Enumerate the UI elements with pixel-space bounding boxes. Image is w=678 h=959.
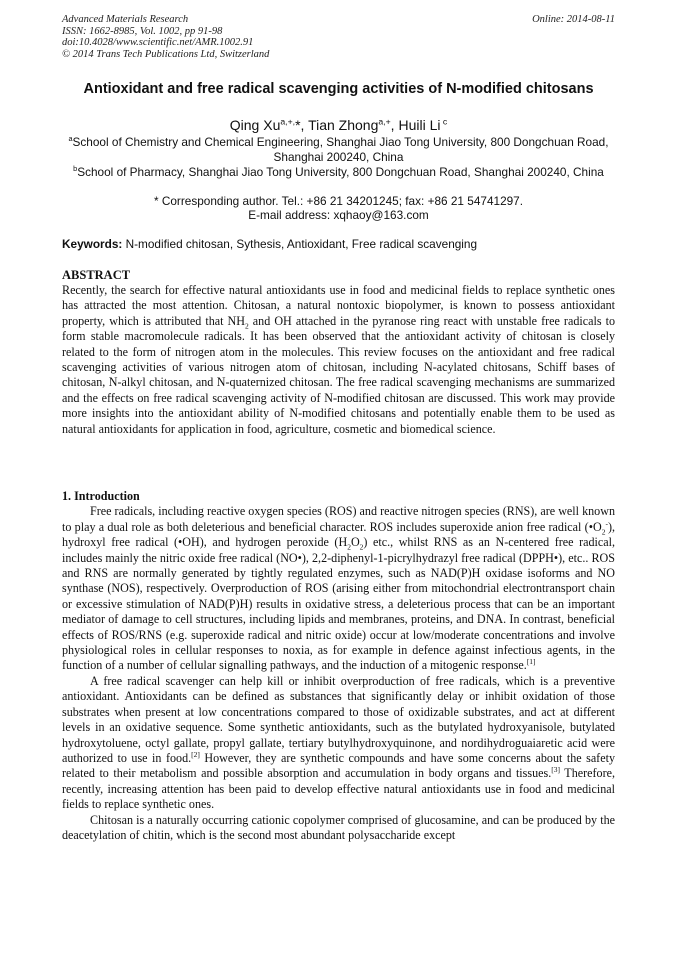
- abstract-text: Recently, the search for effective natural antioxidants use in food and medicinal fields to replace synthetic ones has attracted the most attention. Chitosan, a natural nontoxic biopolymer, is known to possess antioxidant property, which is attributed that NH: [62, 283, 615, 328]
- paragraph-text: Free radicals, including reactive oxygen species (ROS) and reactive nitrogen species (RNS), are well known to play a dual role as both deleterious and beneficial character. ROS includes superoxide anion free radical (•O: [62, 504, 615, 534]
- affil-text: School of Pharmacy, Shanghai Jiao Tong University, 800 Dongchuan Road, Shanghai 200240, China: [77, 165, 604, 179]
- affiliation-a: [62, 135, 615, 165]
- abstract-section: [62, 268, 615, 437]
- intro-paragraph-1: [62, 504, 615, 673]
- paper-title: Antioxidant and free radical scavenging activities of N-modified chitosans: [83, 81, 594, 97]
- subscript: 2: [601, 527, 606, 537]
- citation-ref: [3]: [551, 765, 560, 775]
- intro-paragraph-3: Chitosan is a naturally occurring cationic copolymer comprised of glucosamine, and can be produced by the deacetylation of chitin, which is the second most abundant polysaccharide except: [62, 812, 615, 842]
- keywords: [62, 237, 615, 252]
- affiliation-b: [62, 165, 615, 180]
- paragraph-text: Therefore, recently, increasing attention has been paid to develop effective natural antioxidants use in food and medicinal fields to replace synthetic ones.: [62, 766, 615, 812]
- author-name: Qing Xu: [229, 117, 281, 133]
- subscript: 2: [347, 542, 351, 552]
- doi-line: doi:10.4028/www.scientific.net/AMR.1002.91: [62, 37, 254, 48]
- affil-mark: b: [73, 164, 78, 174]
- author-name: Huili Li: [398, 117, 441, 133]
- paragraph-text: ) etc., whilst RNS as an N-centered free radical, includes mainly the nitric oxide free radical (NO•), 2,2-diphenyl-1-picrylhydrazyl free radical (DPPH•), etc.. ROS and RNS are normally generated by tightly regulated enzymes, such as NAD(P)H oxidase isoforms and NO synthase (NOS), respectively. Overproduction of ROS (arising either from mitochondrial electrontransport chain or excessive stimulation of NAD(P)H) results in oxidative stress, a deleterious process that can be an important mediator of damage to cell structures, including lipids and membranes, proteins, and DNA. In contrast, beneficial effects of ROS/RNS (e.g. superoxide radical and nitric oxide) occur at low/moderate concentrations and involve physiological roles in cellular responses to noxia, as for example in defence against infectious agents, in the function of a number of cellular signalling pathways, and the induction of a mitogenic response.: [62, 535, 615, 673]
- online-date: Online: 2014-08-11: [532, 14, 615, 25]
- subscript: 2: [245, 321, 249, 331]
- paragraph-text: O: [350, 535, 360, 550]
- affil-mark: a: [68, 134, 73, 144]
- intro-paragraph-2: [62, 674, 615, 813]
- citation-ref: [2]: [191, 749, 200, 759]
- author-affil-mark: c: [440, 116, 448, 127]
- corresponding-mark: *: [295, 117, 301, 133]
- author-name: Tian Zhong: [308, 117, 379, 133]
- journal-name: Advanced Materials Research: [62, 14, 189, 25]
- abstract-heading: ABSTRACT: [62, 268, 131, 282]
- author-separator: ,: [390, 117, 399, 133]
- abstract-text: and OH attached in the pyranose ring react with unstable free radicals to form stable macromolecule radicals. It has been observed that the antioxidant activity of chitosan is closely related to the form of nitrogen atom in the molecules. This review focuses on the antioxidant and free radical scavenging activities of various nitrogen atom of chitosan, including N-acylated chitosans, Schiff bases of chitosan, N-alkyl chitosan, and N-quaternized chitosan. The free radical scavenging mechanisms are summarized and the effects on free radical scavenging activity of N-modified chitosan are discussed. This work may provide more insights into the antioxidant ability of N-modified chitosans and potentially enable them to be used as natural antioxidants for application in food, agriculture, cosmetic and biomedical science.: [62, 313, 615, 436]
- keywords-label: Keywords:: [62, 237, 123, 251]
- email-address: E-mail address: xqhaoy@163.com: [248, 208, 429, 222]
- affil-text: School of Chemistry and Chemical Engineering, Shanghai Jiao Tong University, 800 Dongchuan Road, Shanghai 200240, China: [72, 135, 609, 164]
- paragraph-text: A free radical scavenger can help kill or inhibit overproduction of free radicals, which is a preventive antioxidant. Antioxidants can be defined as substances that significantly delay or inhibit oxidation of those substrates when present at low concentrations compared to those of oxidizable substrates, and act at different levels in an oxidative sequence. Some synthetic antioxidants, such as the butylated hydroxyanisole, butylated hydroxytoluene, octyl gallate, propyl gallate, tertiary butylhydroxyquinone, and nordihydroguaiaretic acid were authorized to use in food.: [62, 673, 615, 765]
- paragraph-text: However, they are synthetic compounds and have some concerns about the safety related to their metabolism and possible absorption and accumulation in body organs and tissues.: [62, 750, 615, 781]
- paragraph-text: ), hydroxyl free radical (•OH), and hydrogen peroxide (H: [62, 519, 615, 550]
- superscript: -: [605, 518, 608, 528]
- issn-line: ISSN: 1662-8985, Vol. 1002, pp 91-98: [62, 25, 223, 37]
- copyright-line: © 2014 Trans Tech Publications Ltd, Switzerland: [62, 48, 270, 60]
- journal-header: [62, 14, 615, 60]
- keywords-text: N-modified chitosan, Sythesis, Antioxidant, Free radical scavenging: [122, 237, 478, 251]
- introduction-section: [62, 489, 615, 843]
- abstract-paragraph: [62, 283, 615, 437]
- section-heading: 1. Introduction: [62, 489, 140, 503]
- author-separator: ,: [300, 117, 309, 133]
- citation-ref: [1]: [526, 657, 536, 667]
- corresponding-author: * Corresponding author. Tel.: +86 21 34201245; fax: +86 21 54741297.: [153, 194, 524, 208]
- author-affil-mark: a,+,: [280, 116, 296, 127]
- author-affil-mark: a,+: [378, 116, 391, 127]
- subscript: 2: [359, 542, 364, 552]
- author-list: [62, 117, 615, 134]
